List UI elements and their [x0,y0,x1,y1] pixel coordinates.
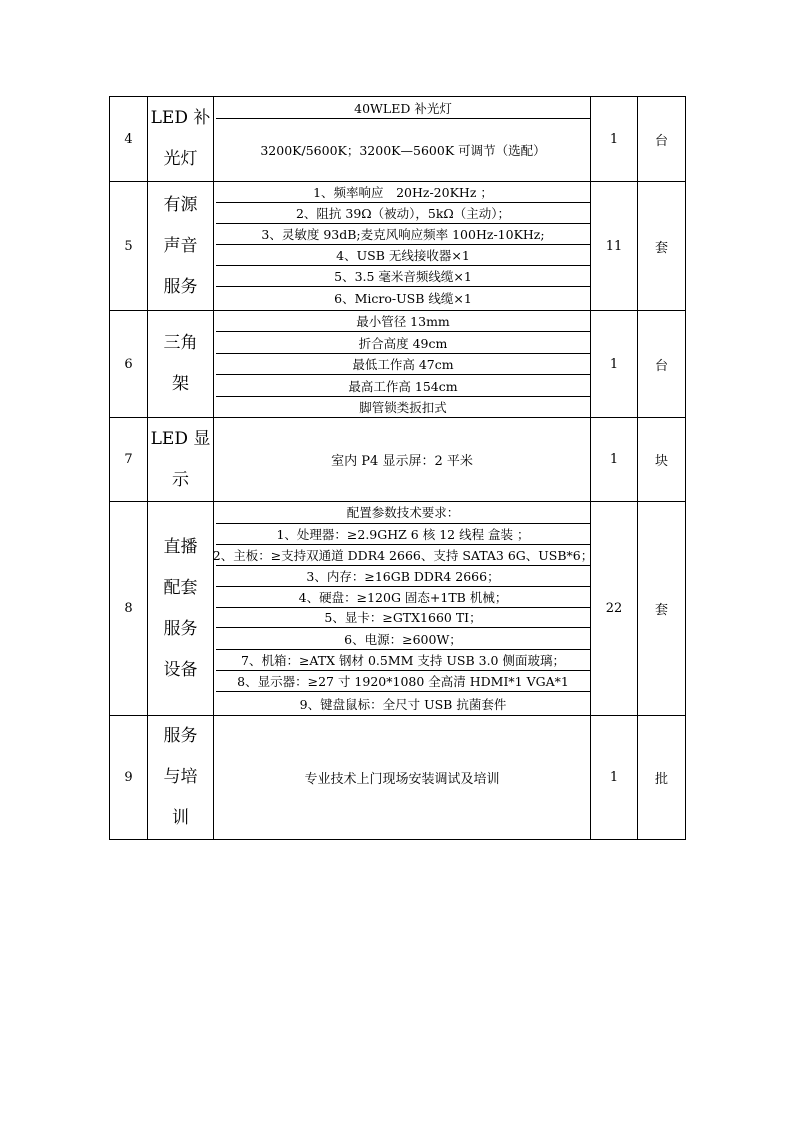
item-name-line: 服务 [163,276,198,297]
item-name-line: 服务 [163,726,198,746]
item-name-line: LED 显 [150,428,211,449]
item-name-line: LED 补 [150,108,211,128]
item-quantity: 1 [591,311,638,417]
spec-line: 最小管径 13mm [216,311,590,332]
item-name-line: 三角 [163,333,198,353]
item-unit: 块 [654,454,668,469]
item-name [148,97,214,181]
row-number: 5 [110,182,148,310]
item-name [148,502,214,715]
item-spec [214,182,591,310]
spec-line: 7、机箱：≥ATX 钢材 0.5MM 支持 USB 3.0 侧面玻璃； [216,650,590,671]
spec-line: 6、Micro-USB 线缆×1 [334,291,472,306]
row-number: 9 [110,716,148,839]
item-spec [214,716,591,839]
spec-line: 3、灵敏度 93dB;麦克风响应频率 100Hz-10KHz; [216,224,590,245]
item-quantity: 1 [591,418,638,501]
row-number: 7 [110,418,148,501]
spec-line: 2、主板：≥支持双通道 DDR4 2666、支持 SATA3 6G、USB*6； [216,545,590,566]
item-name-line: 配套 [163,577,198,598]
spec-line: 折合高度 49cm [216,332,590,354]
item-spec [214,311,591,417]
row-number: 4 [110,97,148,181]
table-row [110,181,685,310]
spec-line: 最高工作高 154cm [216,375,590,397]
spec-line: 3、内存：≥16GB DDR4 2666； [216,566,590,587]
table-row [110,417,685,501]
spec-line: 8、显示器：≥27 寸 1920*1080 全高清 HDMI*1 VGA*1 [216,671,590,692]
equipment-table [109,96,686,840]
item-unit: 套 [654,240,668,256]
spec-line: 最低工作高 47cm [216,354,590,375]
item-unit: 批 [654,772,668,787]
table-row [110,310,685,417]
spec-line: 2、阻抗 39Ω（被动），5kΩ（主动）； [216,203,590,224]
item-name-line: 与培 [163,767,198,787]
row-number: 6 [110,311,148,417]
item-quantity: 1 [591,97,638,181]
spec-line: 6、电源：≥600W； [216,628,590,650]
spec-line: 脚管锁类扳扣式 [359,400,447,415]
item-name-line: 声音 [163,235,198,256]
table-row [110,97,685,181]
row-number: 8 [110,502,148,715]
spec-line: 1、处理器：≥2.9GHZ 6 核 12 线程 盒装 ； [216,524,590,545]
spec-line: 3200K/5600K；3200K—5600K 可调节（选配） [260,142,546,158]
spec-line: 配置参数技术要求： [216,502,590,524]
spec-line: 5、3.5 毫米音频线缆×1 [216,266,590,287]
item-quantity: 22 [591,502,638,715]
item-unit: 套 [654,603,668,618]
item-name-line: 服务 [163,618,198,639]
spec-line: 室内 P4 显示屏：2 平米 [331,454,473,469]
item-name-line: 架 [172,374,189,394]
item-name [148,311,214,417]
spec-line: 专业技术上门现场安装调试及培训 [304,772,500,787]
item-unit: 台 [654,133,668,149]
item-name-line: 有源 [163,194,198,215]
table-row [110,501,685,715]
item-quantity: 11 [591,182,638,310]
item-name [148,716,214,839]
item-spec [214,418,591,501]
table-row [110,715,685,839]
item-quantity: 1 [591,716,638,839]
item-name-line: 直播 [163,536,198,557]
spec-line: 4、硬盘：≥120G 固态+1TB 机械； [216,587,590,608]
item-name [148,182,214,310]
item-name-line: 光灯 [163,149,198,169]
spec-line: 1、频率响应 20Hz-20KHz ； [216,182,590,203]
item-spec [214,97,591,181]
item-name-line: 示 [172,469,189,490]
spec-line: 4、USB 无线接收器×1 [216,245,590,266]
item-name-line: 设备 [163,659,198,680]
item-unit: 台 [654,358,668,374]
spec-line: 9、键盘鼠标：全尺寸 USB 抗菌套件 [299,696,507,712]
spec-line: 5、显卡：≥GTX1660 TI； [216,608,590,629]
item-name [148,418,214,501]
item-spec [212,502,594,715]
item-name-line: 训 [172,808,189,828]
spec-line: 40WLED 补光灯 [216,97,590,119]
